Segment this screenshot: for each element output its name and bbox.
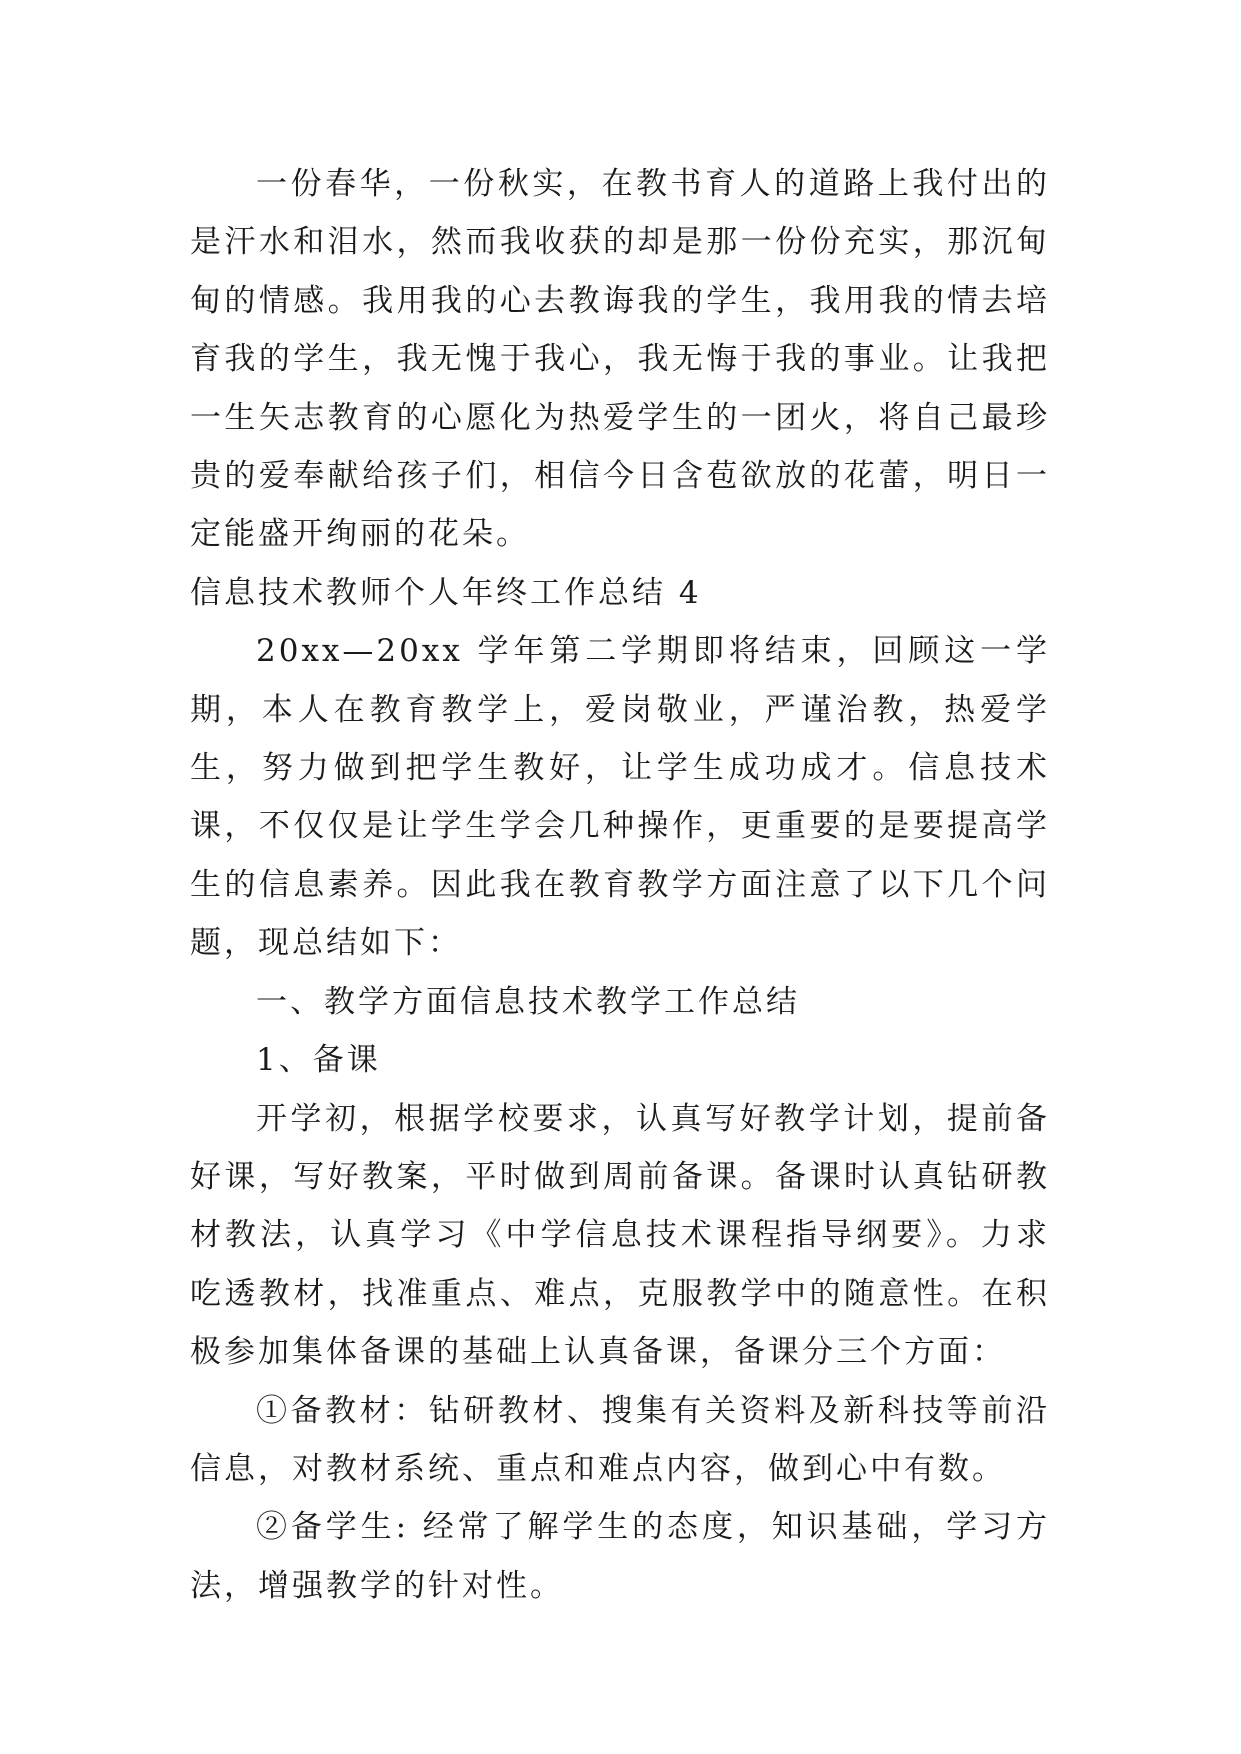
paragraph-introduction: 20xx—20xx 学年第二学期即将结束，回顾这一学期，本人在教育教学上，爱岗敬业，严谨治教，热爱学生，努力做到把学生教好，让学生成功成才。信息技术课，不仅仅是让学生学会几种操作，更重要的是要提高学生的信息素养。因此我在教育教学方面注意了以下几个问题，现总结如下：	[190, 633, 1050, 962]
paragraph-prep-students: ②备学生: 经常了解学生的态度，知识基础，学习方法，增强教学的针对性。	[190, 1509, 1050, 1604]
section-title: 信息技术教师个人年终工作总结 4	[190, 574, 702, 611]
subheading-teaching: 一、教学方面信息技术教学工作总结	[256, 983, 800, 1020]
subheading-lesson-prep: 1、备课	[256, 1042, 381, 1079]
paragraph-closing-reflection: 一份春华，一份秋实，在教书育人的道路上我付出的是汗水和泪水，然而我收获的却是那一份份充实，那沉甸甸的情感。我用我的心去教诲我的学生，我用我的情去培育我的学生，我无愧于我心，我无悔于我的事业。让我把一生矢志教育的心愿化为热爱学生的一团火，将自己最珍贵的爱奉献给孩子们，相信今日含苞欲放的花蕾，明日一定能盛开绚丽的花朵。	[190, 166, 1050, 553]
document-body	[190, 155, 1050, 1615]
paragraph-lesson-prep: 开学初，根据学校要求，认真写好教学计划，提前备好课，写好教案，平时做到周前备课。备课时认真钻研教材教法，认真学习《中学信息技术课程指导纲要》。力求吃透教材，找准重点、难点，克服教学中的随意性。在积极参加集体备课的基础上认真备课，备课分三个方面：	[190, 1100, 1050, 1371]
paragraph-prep-materials: ①备教材：钻研教材、搜集有关资料及新科技等前沿信息，对教材系统、重点和难点内容，做到心中有数。	[190, 1392, 1050, 1487]
